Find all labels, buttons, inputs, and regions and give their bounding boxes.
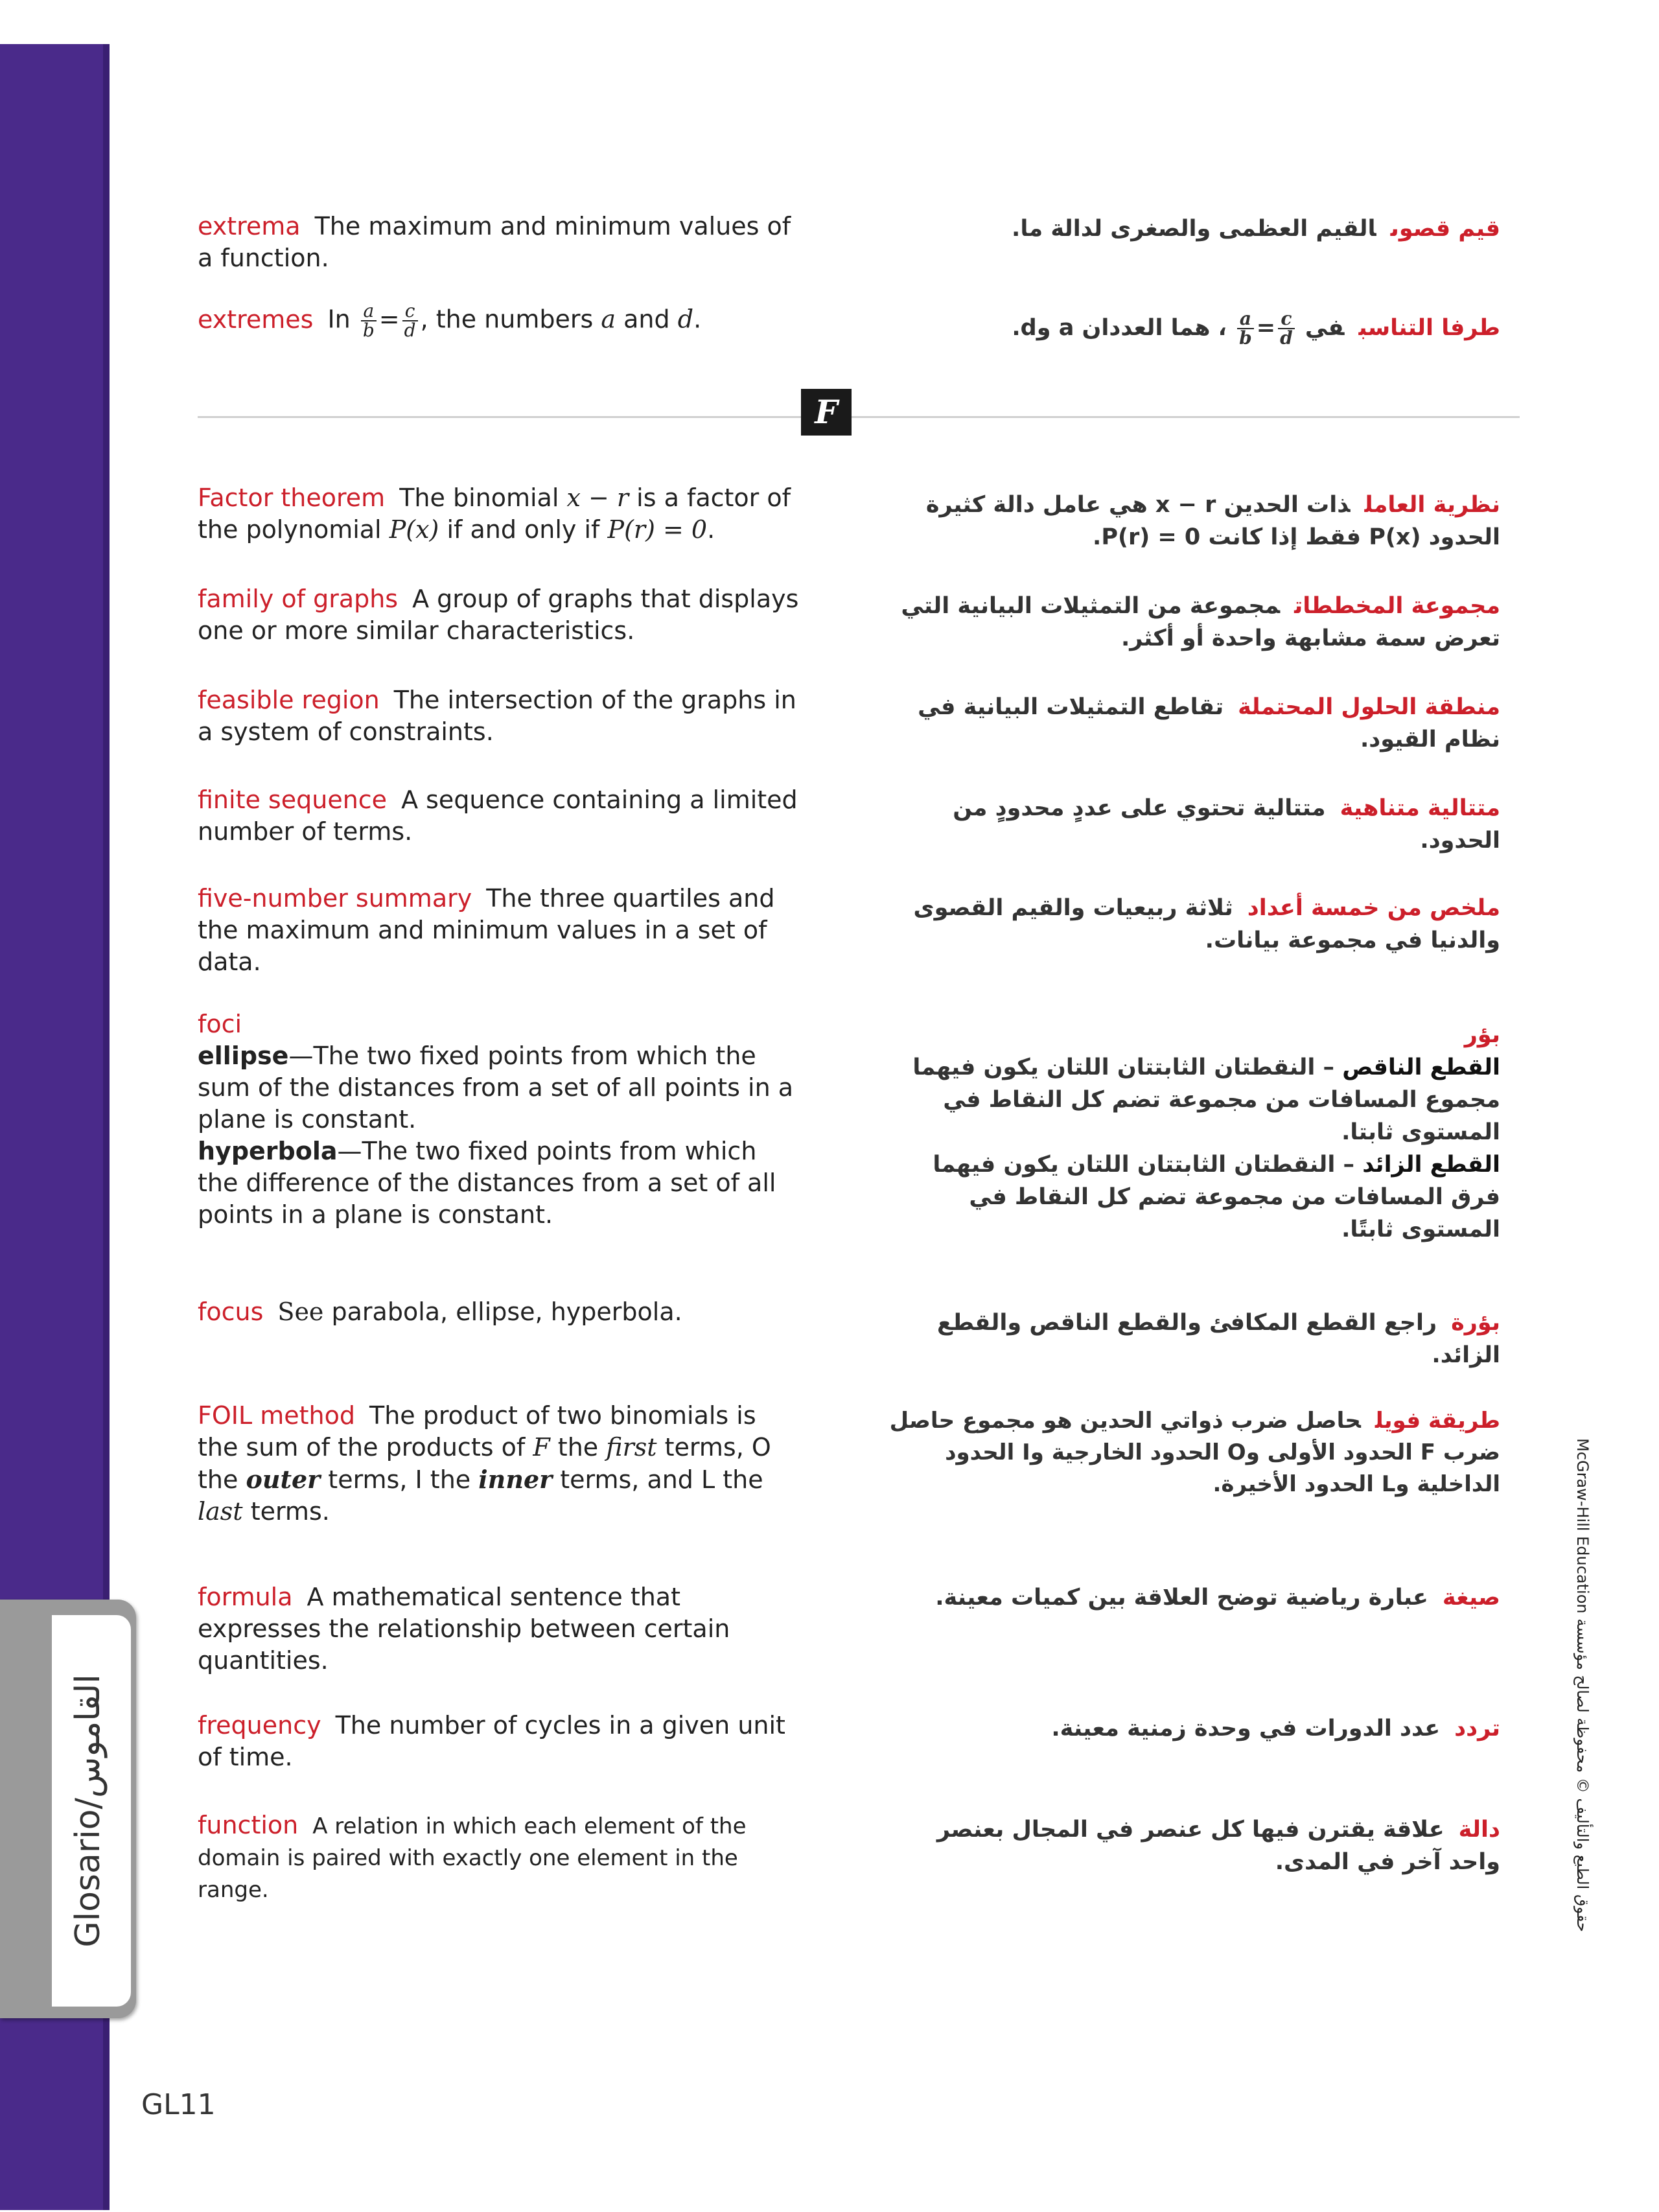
entry-foil-method-ar [888,1405,1500,1500]
see-label: See [277,1298,324,1326]
definition: A mathematical sentence that expresses the relationship between certain quantities. [198,1583,730,1675]
entry-five-number-summary-en [198,883,800,978]
hyperbola-label: hyperbola [198,1137,338,1165]
term-ar: قيم قصوى [1390,216,1500,242]
definition-ar: متتالية تحتوي على عددٍ محدودٍ من الحدود. [953,795,1500,854]
entry-focus-en [198,1296,800,1328]
term: focus [198,1298,264,1326]
term-ar: متتالية متناهية [1340,795,1500,821]
definition-ar: في [1305,315,1345,341]
entry-foil-method-en [198,1400,800,1528]
definition-text: and [623,305,670,334]
math-d: d [677,305,694,334]
entry-function-ar [888,1813,1500,1878]
definition-ar: علاقة يقترن فيها كل عنصر في المجال بعنصر واحد آخر في المدى. [936,1817,1500,1875]
math-expression: P(r) = 0 [607,515,708,544]
term-ar: بؤرة [1451,1310,1500,1336]
definition-text: if and only if [447,515,600,544]
definition-text: terms, and L the [560,1465,763,1494]
entry-family-of-graphs-en [198,583,800,647]
definition-ar: مجموعة من التمثيلات البيانية التي تعرض سمة مشابهة واحدة أو أكثر. [901,593,1500,651]
definition-text: The binomial [399,483,559,512]
ellipse-definition-ar: – النقطتان الثابتتان اللتان يكون فيهما مجموع المسافات من مجموعة تضم كل النقاط في المستوى ثابتا. [912,1054,1500,1145]
fraction-a-over-b: $\frac{a}{b}$ [361,302,377,340]
fraction-a-over-b: $\frac{a}{b}$ [1237,310,1254,347]
math-F: F [533,1433,550,1461]
ellipse-label-ar: القطع الناقص [1342,1054,1500,1080]
definition-text: terms. [250,1497,330,1526]
term: Factor theorem [198,483,386,512]
entry-formula-ar [888,1581,1500,1614]
equals-sign: = [378,305,400,334]
definition-ar: ذات الحدين x − r هي عامل دالة كثيرة الحدود P(x) فقط إذا كانت P(r) = 0. [925,492,1500,550]
entry-frequency-en [198,1710,800,1773]
term: extremes [198,305,314,334]
definition: The three quartiles and the maximum and minimum values in a set of data. [198,884,775,976]
term: function [198,1811,299,1839]
definition-ar: راجع القطع المكافئ والقطع الناقص والقطع الزائد. [937,1310,1500,1368]
term-ar: بؤر [1464,1022,1500,1048]
definition-ar: ، هما العددان a وd. [1012,315,1227,341]
definition-ar: عدد الدورات في وحدة زمنية معينة. [1051,1716,1441,1741]
hyperbola-definition-ar: – النقطتان الثابتتان اللتان يكون فيهما فرق المسافات من مجموعة تضم كل النقاط في المستوى ثابتًا. [933,1152,1500,1242]
definition: A group of graphs that displays one or more similar characteristics. [198,585,799,645]
entry-extremes-en [198,302,800,340]
glossary-tab-label: Glosario/القاموس [69,1674,108,1948]
fraction-c-over-d: $\frac{c}{d}$ [402,302,418,340]
definition-text: terms, O the [198,1433,771,1494]
entry-feasible-region-ar [888,691,1500,756]
term-ar: صيغة [1442,1585,1500,1611]
term: five-number summary [198,884,472,913]
definition: A sequence containing a limited number of terms. [198,786,798,846]
term-ar: دالة [1458,1817,1500,1843]
emphasis-inner: inner [478,1465,553,1494]
section-divider [198,416,1520,418]
definition: The maximum and minimum values of a function. [198,212,791,272]
definition-text: In [327,305,351,334]
term: frequency [198,1711,321,1740]
definition-ar: تقاطع التمثيلات البيانية في نظام القيود. [918,694,1500,752]
entry-foci-en [198,1008,800,1231]
hyperbola-definition: —The two fixed points from which the difference of the distances from a set of all points in a plane is constant. [198,1137,776,1229]
entry-extrema-en [198,211,800,274]
emphasis-first: first [606,1433,657,1461]
term-ar: نظرية العامل [1364,492,1500,518]
ellipse-label: ellipse [198,1042,289,1070]
definition-ar: ثلاثة ربيعيات والقيم القصوى والدنيا في مجموعة بيانات. [913,895,1500,953]
entry-family-of-graphs-ar [888,590,1500,655]
math-expression: P(x) [389,515,439,544]
definition: The intersection of the graphs in a system of constraints. [198,686,796,746]
entry-five-number-summary-ar [888,892,1500,957]
entry-factor-theorem-ar [888,489,1500,553]
math-expression: x − r [566,483,629,512]
term-ar: ملخص من خمسة أعداد [1247,895,1500,921]
entry-feasible-region-en [198,684,800,748]
term: foci [198,1010,242,1038]
term: extrema [198,212,301,240]
emphasis-outer: outer [246,1465,321,1494]
term: family of graphs [198,585,399,613]
term: formula [198,1583,293,1611]
term: FOIL method [198,1401,355,1430]
entry-foci-ar [888,1019,1500,1246]
entry-extrema-ar [888,213,1500,245]
term-ar: طريقة فويل [1375,1408,1500,1434]
definition-ar: القيم العظمى والصغرى لدالة ما. [1012,216,1376,242]
definition-text: terms, I the [328,1465,471,1494]
term-ar: تردد [1454,1716,1500,1741]
term: feasible region [198,686,380,714]
term-ar: منطقة الحلول المحتملة [1238,694,1500,720]
entry-frequency-ar [888,1712,1500,1745]
definition-ar: حاصل ضرب ذواتي الحدين هو مجموع حاصل ضرب F الحدود الأولى وO الحدود الخارجية وI الحدود الداخلية وL الحدود الأخيرة. [889,1408,1500,1497]
section-letter: F [801,389,852,436]
entry-function-en [198,1810,800,1906]
equals-sign: = [1256,315,1276,341]
definition: The number of cycles in a given unit of time. [198,1711,785,1771]
definition-text: . [707,515,715,544]
math-a: a [601,305,616,334]
term-ar: مجموعة المخططات [1294,593,1500,619]
definition-text: . [693,305,702,334]
entry-extremes-ar [888,310,1500,347]
fraction-c-over-d: $\frac{c}{d}$ [1278,310,1295,347]
ellipse-definition: —The two fixed points from which the sum of the distances from a set of all points in a plane is constant. [198,1042,794,1134]
definition-text: is a factor of the polynomial [198,483,791,544]
definition: parabola, ellipse, hyperbola. [331,1298,682,1326]
definition-text: the [557,1433,599,1461]
term-ar: طرفا التناسب [1358,315,1500,341]
definition-text: , the numbers [420,305,594,334]
term: finite sequence [198,786,388,814]
page-number: GL11 [141,2088,216,2121]
entry-formula-en [198,1581,800,1677]
entry-factor-theorem-en [198,482,800,546]
definition-text: The product of two binomials is the sum of the products of [198,1401,756,1461]
definition-ar: عبارة رياضية توضح العلاقة بين كميات معينة. [935,1585,1428,1611]
definition: A relation in which each element of the domain is paired with exactly one element in the range. [198,1813,747,1903]
entry-finite-sequence-ar [888,792,1500,857]
hyperbola-label-ar: القطع الزائد [1362,1152,1500,1178]
copyright-notice: حقوق الطبع والتأليف © محفوظة لصالح مؤسسة McGraw-Hill Education [1573,1438,1592,1932]
entry-focus-ar [888,1307,1500,1371]
emphasis-last: last [198,1497,243,1526]
entry-finite-sequence-en [198,784,800,848]
